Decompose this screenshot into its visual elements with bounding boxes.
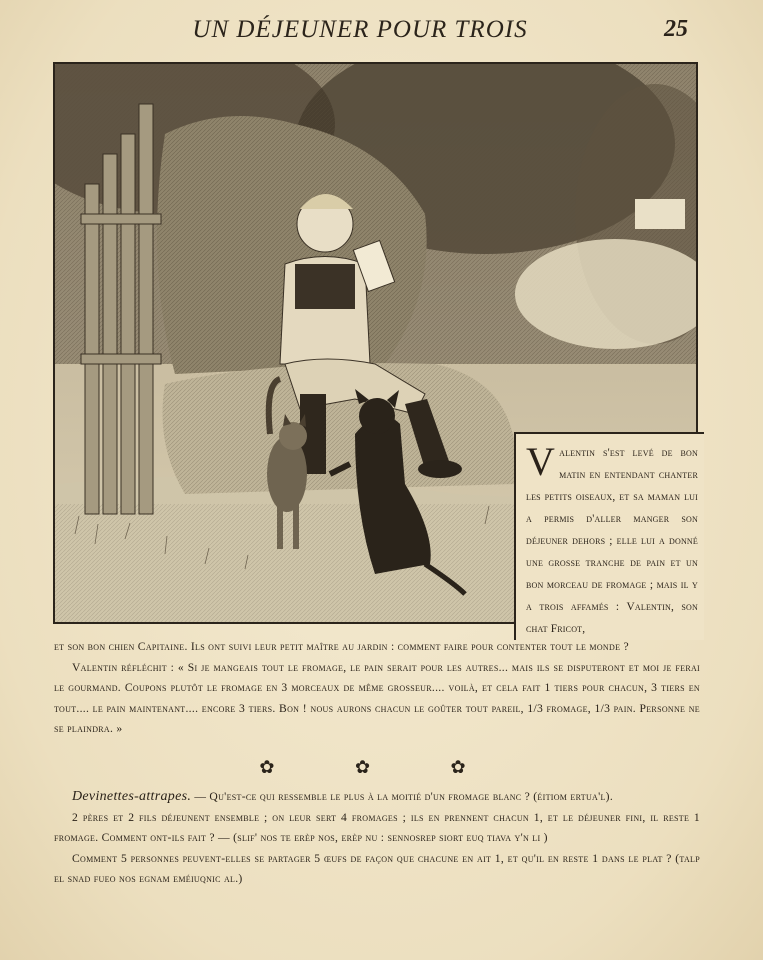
riddle-2: 2 pères et 2 fils déjeunent ensemble ; on leur sert 4 fromages ; ils en prennent chacun 1, et le déjeuner fini, il reste 1 fromage. Comment ont-ils fait ? — (slif' nos te erèp nos, erèp nu : sennosrep siort euq tiava y'n li ): [54, 810, 700, 844]
running-title: UN DÉJEUNER POUR TROIS: [192, 16, 528, 43]
story-continuation: et son bon chien Capitaine. Ils ont suivi leur petit maître au jardin : comment faire pour contenter tout le monde ?: [54, 640, 629, 653]
story-opening: [526, 439, 698, 640]
riddles-heading: Devinettes-attrapes.: [72, 789, 192, 804]
riddle-1: — Qu'est-ce qui ressemble le plus à la moitié d'un fromage blanc ? (éitiom ertua'l).: [191, 790, 614, 803]
riddle-3: Comment 5 personnes peuvent-elles se partager 5 œufs de façon que chacune en ait 1, et qu'il en reste 1 dans le plat ? (talp el snad fueo nos egnam eméiuqnic al.): [54, 851, 700, 885]
story-body: [54, 637, 700, 740]
dropcap-letter: V: [526, 439, 556, 484]
riddles-section: [54, 787, 700, 890]
page-number: 25: [664, 16, 688, 42]
story-paragraph-reflection: Valentin réfléchit : « Si je mangeais tout le fromage, le pain serait pour les autres... mais ils se disputeront et moi je ferai le gourmand. Coupons plutôt le fromage en 3 morceaux de même grosseur.... voilà, et cela fait 1 tiers pour chacun, 3 tiers en tout.... le pain maintenant.... encore 3 tiers. Bon ! nous aurons chacun le goûter tout pareil, 1/3 fromage, 1/3 pain. Personne ne se plaindra. »: [54, 660, 700, 735]
story-opening-text: alentin s'est levé de bon matin en entendant chanter les petits oiseaux, et sa maman lui a permis d'aller manger son déjeuner dehors ; elle lui a donné une grosse tranche de pain et un bon morceau de fromage ; mais il y a trois affamés : Valentin, son chat Fricot,: [526, 447, 698, 635]
ornament-divider: ✿ ✿ ✿: [259, 757, 504, 777]
